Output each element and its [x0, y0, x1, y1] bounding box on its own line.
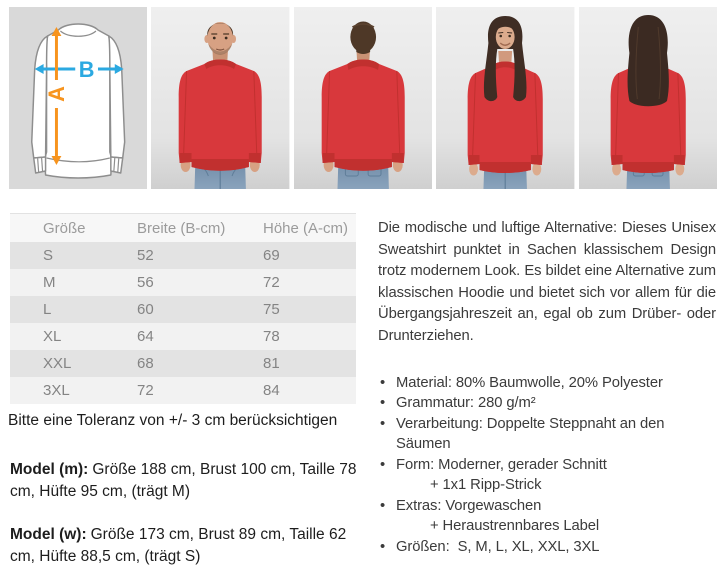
size-row-s: S 52 69: [10, 242, 356, 269]
bullet-icon: •: [380, 415, 386, 432]
model-photo-male-front[interactable]: [151, 7, 289, 189]
male-back-illustration: [294, 7, 432, 189]
bullet-icon: •: [380, 538, 386, 555]
feature-verarbeitung: • Verarbeitung: Doppelte Steppnaht an den Säumen: [378, 414, 716, 455]
bullet-icon: •: [380, 497, 386, 514]
model-m-measurements: Größe 188 cm, Brust 100 cm, Taille 78 cm, Hüfte 95 cm, (trägt M): [10, 461, 357, 500]
sweatshirt-diagram-icon: [9, 7, 147, 189]
size-row-l: L 60 75: [10, 296, 356, 323]
feature-groessen: • Größen: S, M, L, XL, XXL, 3XL: [378, 537, 716, 558]
male-front-illustration: [151, 7, 289, 189]
size-diagram-image[interactable]: [9, 7, 147, 189]
model-photo-male-back[interactable]: [294, 7, 432, 189]
feature-form-continued: + 1x1 Ripp-Strick: [430, 477, 542, 494]
size-row-m: M 56 72: [10, 269, 356, 296]
model-m-info: [10, 459, 360, 503]
product-image-gallery: [9, 7, 717, 189]
model-w-label: Model (w):: [10, 526, 87, 543]
bullet-icon: •: [380, 395, 386, 412]
col-header-groesse: Größe: [43, 219, 86, 237]
height-label: A: [43, 86, 69, 102]
feature-grammatur: • Grammatur: 280 g/m²: [378, 393, 716, 414]
size-row-3xl: 3XL 72 84: [10, 377, 356, 404]
feature-material: • Material: 80% Baumwolle, 20% Polyester: [378, 373, 716, 394]
female-front-illustration: [436, 7, 574, 189]
model-w-measurements: Größe 173 cm, Brust 89 cm, Taille 62 cm, Hüfte 88,5 cm, (trägt S): [10, 526, 347, 565]
product-description: Die modische und luftige Alternative: Dieses Unisex Sweatshirt punktet in Sachen klassischem Design trotz modernem Look. Es bildet eine Alternative zum klassischen Hoodie und bietet sich vor allem für die Übergangsjahreszeit an, egal ob zum Drüber- oder Drunterziehen.: [378, 220, 716, 344]
product-details-section: [0, 213, 720, 568]
feature-list: [378, 373, 716, 558]
model-w-info: [10, 524, 360, 568]
tolerance-note: Bitte eine Toleranz von +/- 3 cm berücksichtigen: [8, 412, 338, 429]
col-header-hoehe: Höhe (A-cm): [263, 219, 349, 237]
col-header-breite: Breite (B-cm): [137, 219, 226, 237]
feature-form: • Form: Moderner, gerader Schnitt: [378, 455, 716, 476]
bullet-icon: •: [380, 456, 386, 473]
size-row-xl: XL 64 78: [10, 323, 356, 350]
size-row-xxl: XXL 68 81: [10, 350, 356, 377]
description-column: [378, 213, 716, 568]
feature-extras: • Extras: Vorgewaschen: [378, 496, 716, 517]
bullet-icon: •: [380, 374, 386, 391]
model-photo-female-front[interactable]: [436, 7, 574, 189]
female-back-illustration: [579, 7, 717, 189]
size-table-header-row: [10, 214, 356, 243]
feature-extras-continued: + Heraustrennbares Label: [430, 518, 600, 535]
model-photo-female-back[interactable]: [579, 7, 717, 189]
size-info-column: [8, 213, 360, 568]
width-label: B: [78, 56, 95, 83]
size-table: [10, 213, 356, 404]
model-m-label: Model (m):: [10, 461, 89, 478]
